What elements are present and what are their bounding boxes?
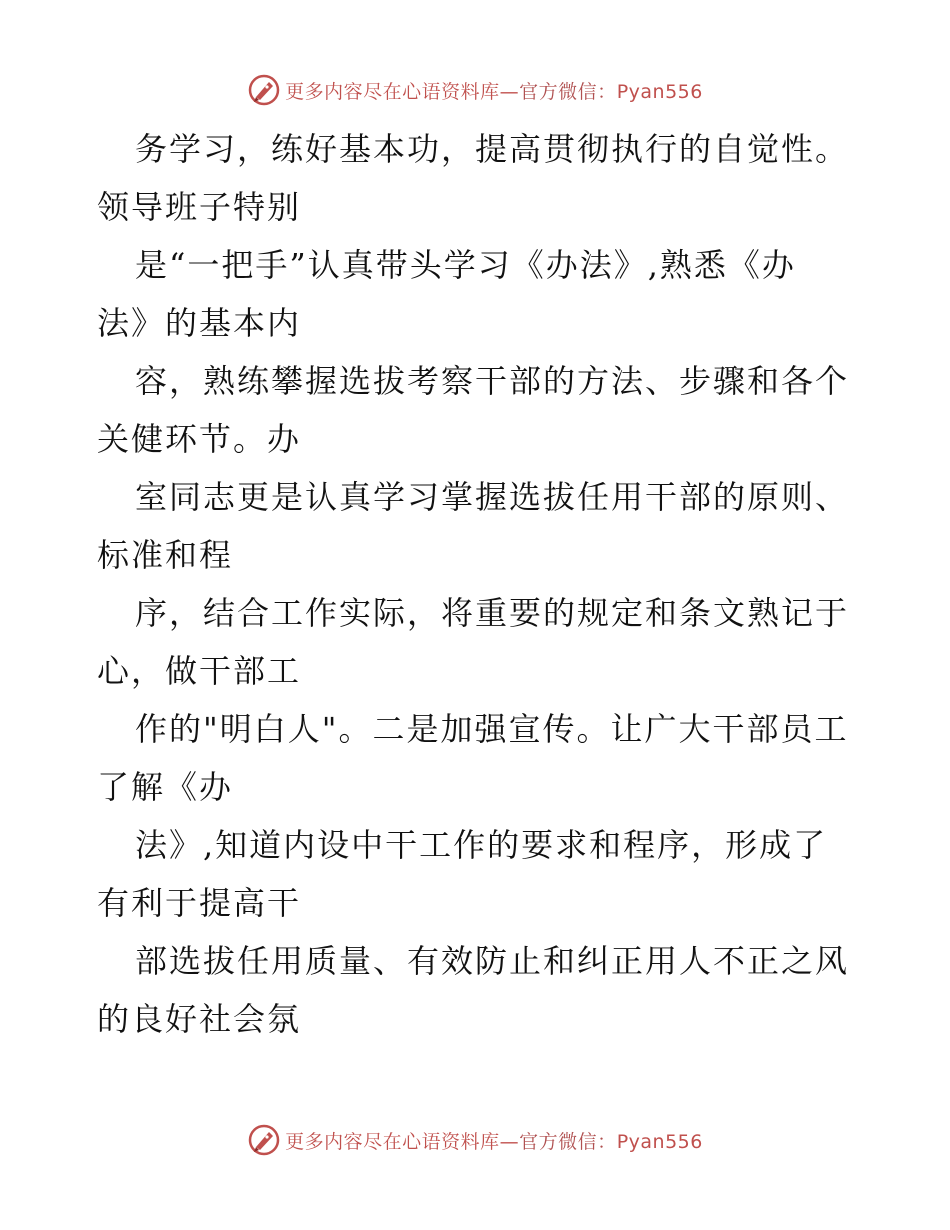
paragraph-line: 法》的基本内 <box>97 304 302 342</box>
paragraph-line: 领导班子特别 <box>97 188 302 226</box>
pen-nib-logo-icon <box>247 1123 281 1157</box>
header-banner <box>0 70 950 110</box>
paragraph-line: 作的"明白人"。二是加强宣传。让广大干部员工 <box>135 710 849 748</box>
paragraph-line: 室同志更是认真学习掌握选拔任用干部的原则、 <box>135 478 850 516</box>
paragraph-line: 序，结合工作实际，将重要的规定和条文熟记于 <box>135 594 850 632</box>
paragraph-line: 部选拔任用质量、有效防止和纠正用人不正之风 <box>135 942 850 980</box>
paragraph-6 <box>0 700 950 816</box>
header-separator: — <box>499 80 520 103</box>
header-wechat-id: Pyan556 <box>616 80 703 103</box>
footer-wechat-label: 官方微信： <box>519 1130 617 1153</box>
header-site-text: 更多内容尽在心语资料库 <box>285 80 500 103</box>
paragraph-line: 务学习，练好基本功，提高贯彻执行的自觉性。 <box>135 130 850 168</box>
footer-separator: — <box>499 1130 520 1153</box>
paragraph-line: 了解《办 <box>97 768 234 806</box>
paragraph-line: 关健环节。办 <box>97 420 302 458</box>
header-banner-text <box>285 77 703 104</box>
paragraph-line: 标准和程 <box>97 536 234 574</box>
header-wechat-label: 官方微信： <box>519 80 617 103</box>
paragraph-line: 心，做干部工 <box>97 652 302 690</box>
paragraph-line: 是“一把手”认真带头学习《办法》,熟悉《办 <box>135 246 796 284</box>
footer-site-text: 更多内容尽在心语资料库 <box>285 1130 500 1153</box>
paragraph-2 <box>0 236 950 352</box>
paragraph-1 <box>0 120 950 236</box>
paragraph-5 <box>0 584 950 700</box>
footer-wechat-id: Pyan556 <box>616 1130 703 1153</box>
paragraph-8 <box>0 932 950 1048</box>
paragraph-line: 法》,知道内设中干工作的要求和程序，形成了 <box>135 826 828 864</box>
paragraph-line: 容，熟练攀握选拔考察干部的方法、步骤和各个 <box>135 362 850 400</box>
pen-nib-logo-icon <box>247 73 281 107</box>
paragraph-7 <box>0 816 950 932</box>
footer-banner-text <box>285 1127 703 1154</box>
paragraph-3 <box>0 352 950 468</box>
paragraph-line: 的良好社会氛 <box>97 1000 302 1038</box>
paragraph-line: 有利于提高干 <box>97 884 302 922</box>
footer-banner <box>0 1120 950 1160</box>
paragraph-4 <box>0 468 950 584</box>
